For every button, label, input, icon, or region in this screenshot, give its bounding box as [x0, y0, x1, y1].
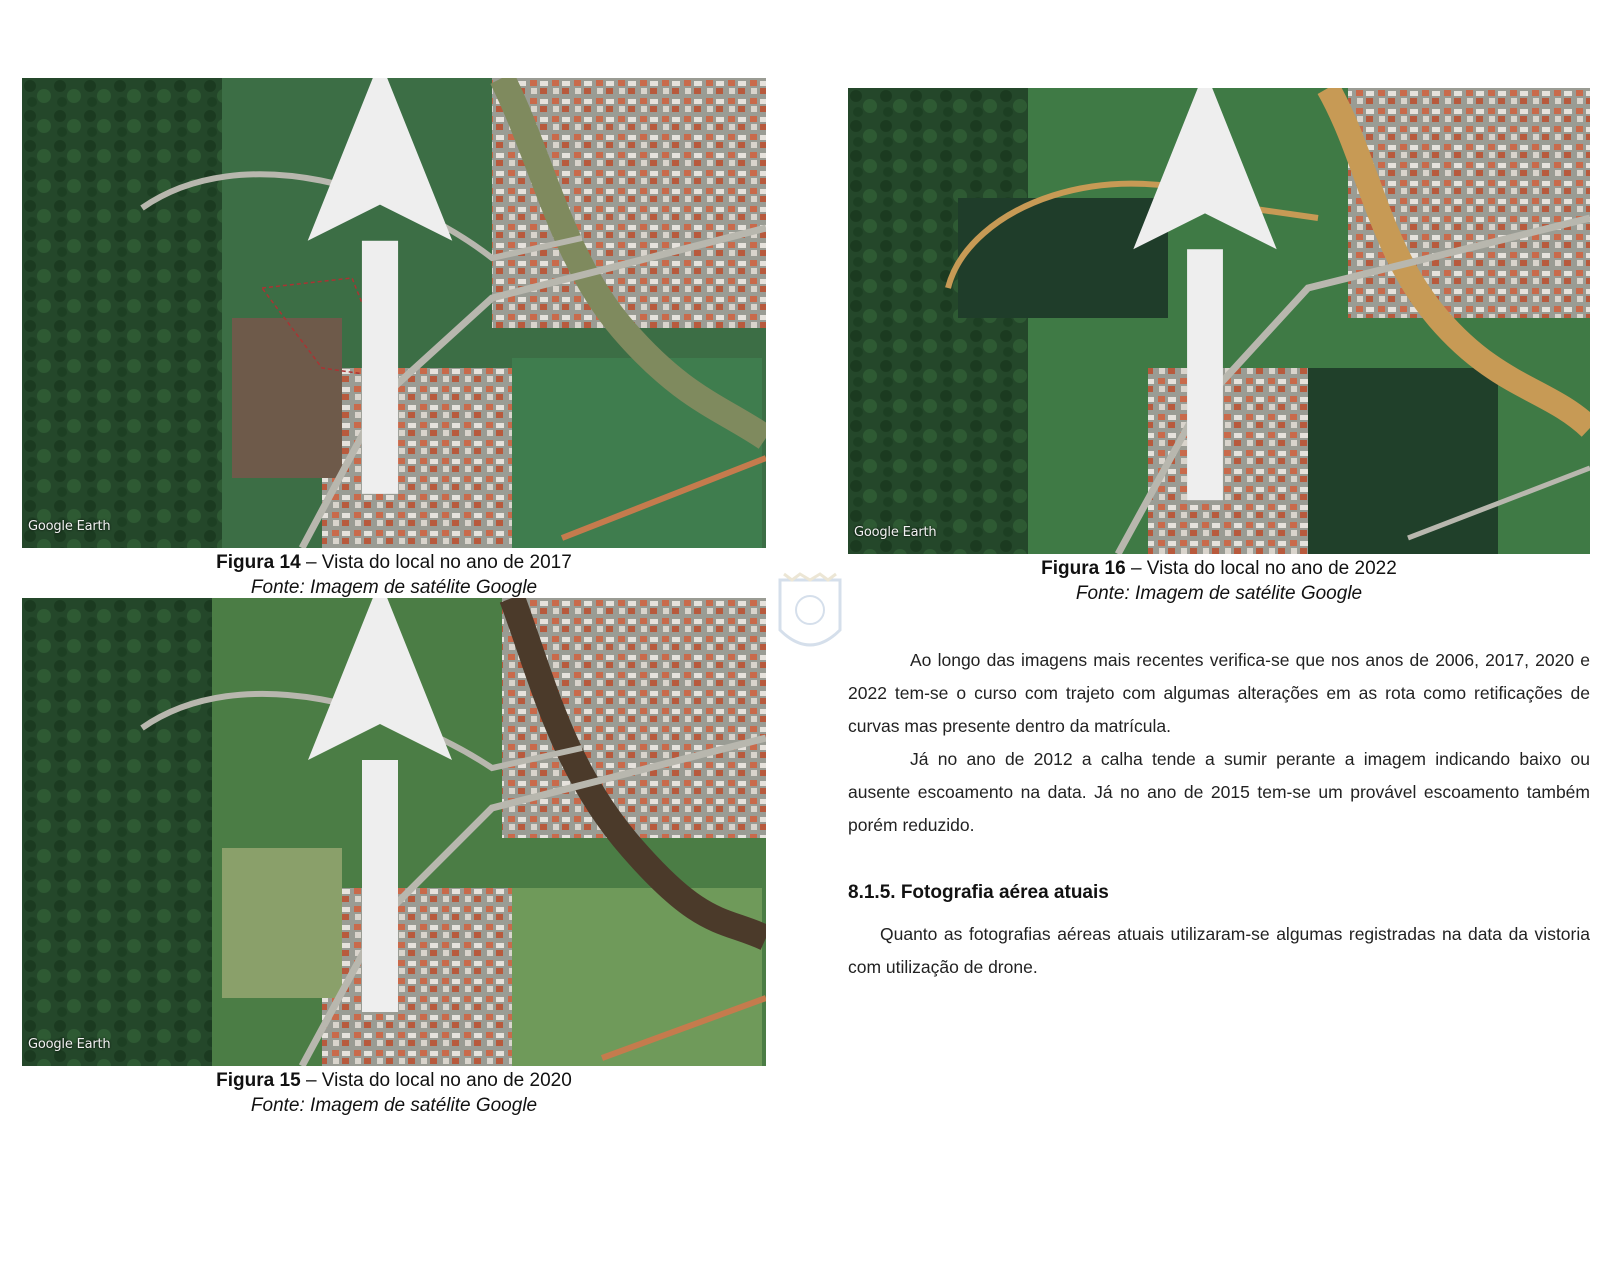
satellite-image-2020 — [22, 598, 766, 1066]
figure-label: Figura 16 — [1041, 558, 1126, 579]
section-heading: 8.1.5. Fotografia aérea atuais — [848, 882, 1109, 903]
paragraph: Ao longo das imagens mais recentes verifica-se que nos anos de 2006, 2017, 2020 e 2022 tem-se o curso com trajeto com algumas alterações em as rota como retificações de curvas mas presente dentro da matrícula. — [848, 650, 1590, 736]
figure-label: Figura 14 — [216, 552, 301, 573]
google-earth-watermark: Google Earth — [854, 525, 937, 540]
google-earth-watermark: Google Earth — [28, 1037, 111, 1052]
north-arrow-icon — [848, 88, 1576, 536]
google-earth-watermark: Google Earth — [28, 519, 111, 534]
north-arrow-icon — [22, 78, 752, 530]
figure-caption — [848, 556, 1590, 606]
figure-caption — [22, 550, 766, 600]
body-paragraphs — [848, 644, 1590, 842]
satellite-image-2017 — [22, 78, 766, 548]
figure-title: – Vista do local no ano de 2017 — [305, 552, 572, 573]
figure-title: – Vista do local no ano de 2022 — [1130, 558, 1397, 579]
figure-caption — [22, 1068, 766, 1118]
figure-source: Fonte: Imagem de satélite Google — [1075, 583, 1363, 604]
north-arrow-icon — [22, 598, 752, 1048]
section-text — [848, 918, 1590, 984]
paragraph: Já no ano de 2012 a calha tende a sumir perante a imagem indicando baixo ou ausente escoamento na data. Já no ano de 2015 tem-se um provável escoamento também porém reduzido. — [848, 749, 1590, 835]
figure-label: Figura 15 — [216, 1070, 301, 1091]
figure-source: Fonte: Imagem de satélite Google — [250, 577, 538, 598]
figure-title: – Vista do local no ano de 2020 — [305, 1070, 572, 1091]
satellite-image-2022 — [848, 88, 1590, 554]
paragraph: Quanto as fotografias aéreas atuais utilizaram-se algumas registradas na data da vistoria com utilização de drone. — [848, 924, 1590, 977]
figure-source: Fonte: Imagem de satélite Google — [250, 1095, 538, 1116]
